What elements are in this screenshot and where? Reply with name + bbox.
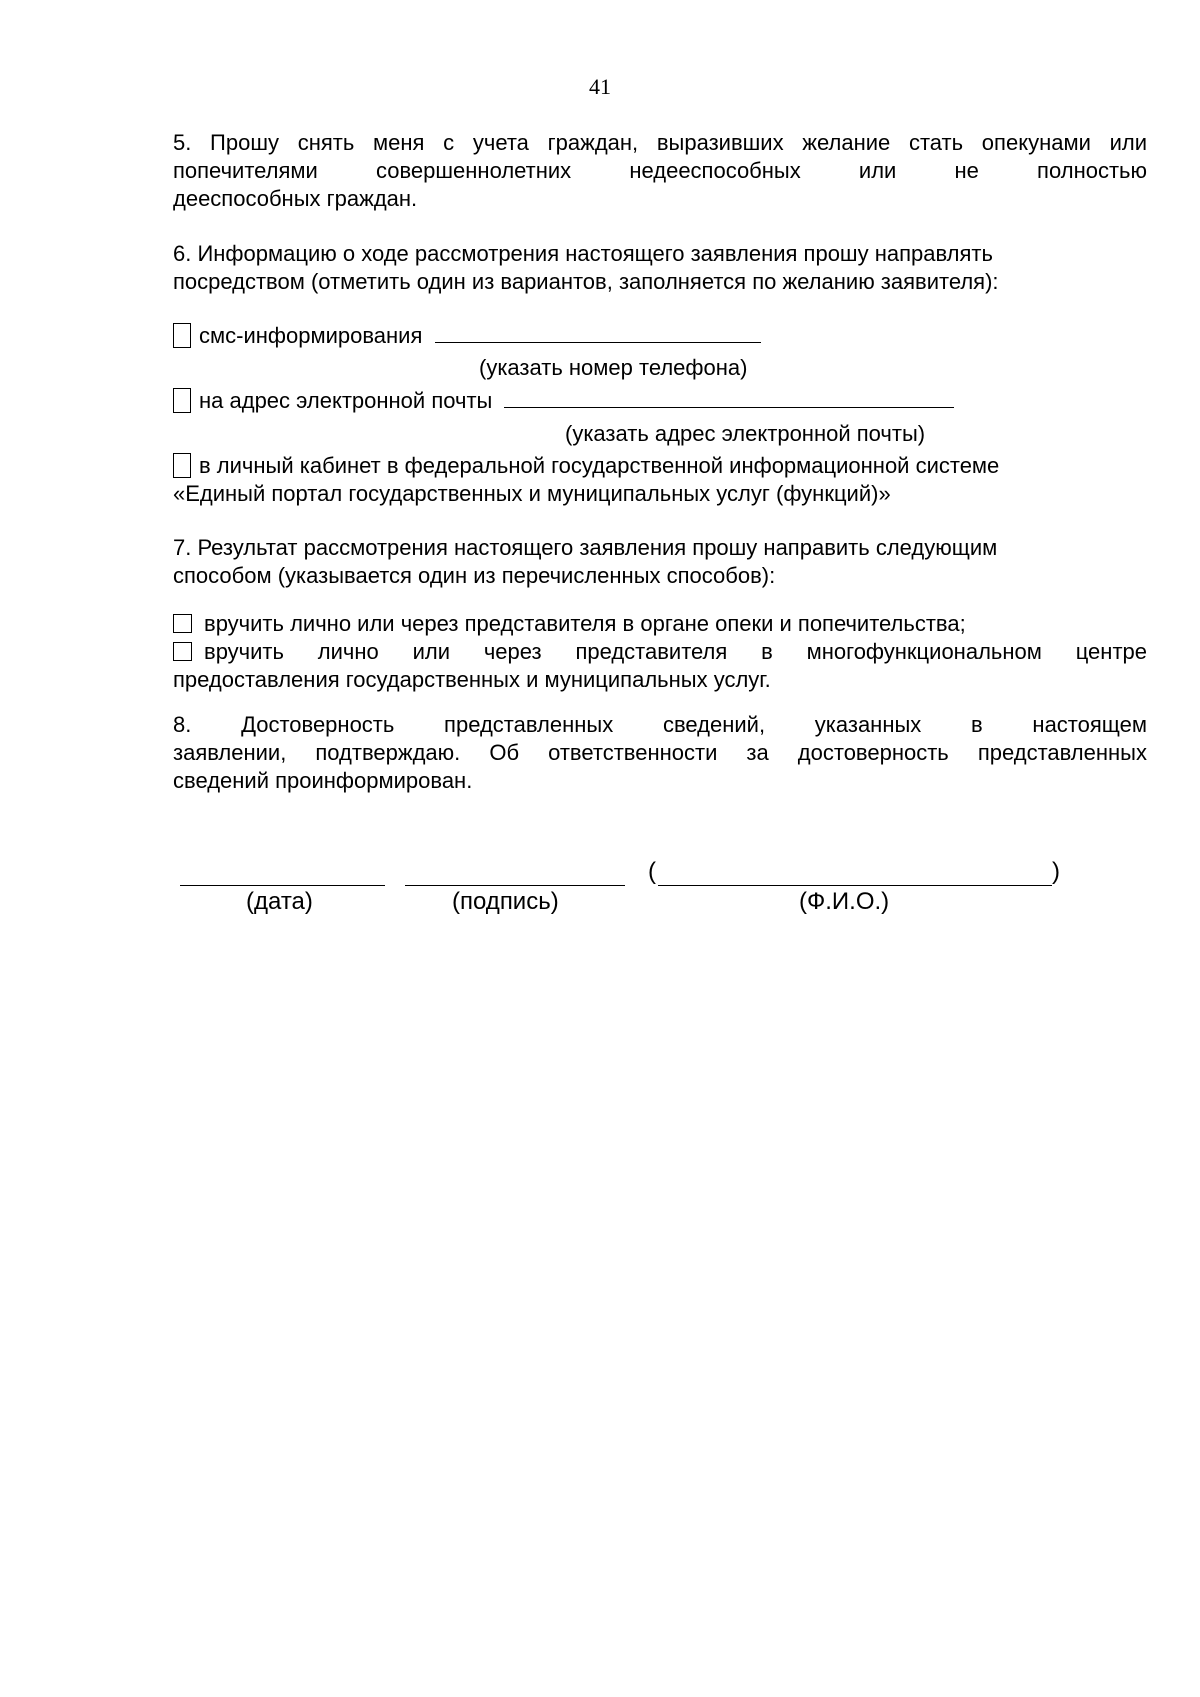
email-checkbox[interactable] — [173, 388, 191, 413]
item-8-paragraph — [173, 711, 1147, 795]
cabinet-label-line-1: в личный кабинет в федеральной государственной информационной системе — [199, 453, 1000, 478]
item-5-line-3: дееспособных граждан. — [173, 186, 418, 211]
item-8-line-1: 8. Достоверность представленных сведений, указанных в настоящем — [173, 712, 1147, 737]
sms-checkbox[interactable] — [173, 323, 191, 348]
item-8-line-3: сведений проинформирован. — [173, 768, 473, 793]
item-5-line-1: 5. Прошу снять меня с учета граждан, выразивших желание стать опекунами или — [173, 130, 1147, 155]
email-address-field[interactable] — [504, 387, 954, 408]
option-sms — [173, 322, 1147, 350]
option-email — [173, 387, 1147, 415]
in-person-opeka-label: вручить лично или через представителя в органе опеки и попечительства; — [204, 611, 966, 636]
signature-label: (подпись) — [452, 888, 559, 915]
date-field[interactable] — [180, 885, 385, 886]
in-person-mfc-label-line-2: предоставления государственных и муниципальных услуг. — [173, 667, 771, 692]
sms-label: смс-информирования — [199, 323, 423, 348]
phone-hint: (указать номер телефона) — [479, 355, 748, 380]
item-8-line-2: заявлении, подтверждаю. Об ответственности за достоверность представленных — [173, 740, 1147, 765]
in-person-mfc-checkbox[interactable] — [173, 642, 192, 661]
option-cabinet — [173, 452, 1147, 508]
date-label: (дата) — [246, 888, 313, 915]
page-number: 41 — [589, 74, 611, 99]
signature-field[interactable] — [405, 885, 625, 886]
phone-number-field[interactable] — [435, 322, 761, 343]
item-6-line-1: 6. Информацию о ходе рассмотрения настоящего заявления прошу направлять — [173, 241, 993, 266]
in-person-mfc-label-line-1: вручить лично или через представителя в многофункциональном центре — [204, 639, 1147, 664]
item-6-paragraph — [173, 240, 1147, 296]
cabinet-label-line-2: «Единый портал государственных и муниципальных услуг (функций)» — [173, 481, 891, 506]
full-name-label: (Ф.И.О.) — [799, 888, 890, 915]
email-label: на адрес электронной почты — [199, 388, 493, 413]
item-5-paragraph — [173, 129, 1147, 213]
email-hint: (указать адрес электронной почты) — [565, 421, 926, 446]
item-5-line-2: попечителями совершеннолетних недееспособных или не полностью — [173, 158, 1147, 183]
full-name-field[interactable] — [658, 885, 1052, 886]
name-paren-open: ( — [648, 858, 656, 885]
item-7-line-2: способом (указывается один из перечисленных способов): — [173, 563, 776, 588]
cabinet-checkbox[interactable] — [173, 453, 191, 478]
name-paren-close: ) — [1052, 858, 1060, 885]
options-7 — [173, 610, 1147, 694]
item-6-line-2: посредством (отметить один из вариантов, заполняется по желанию заявителя): — [173, 269, 999, 294]
item-7-paragraph — [173, 534, 1147, 590]
in-person-opeka-checkbox[interactable] — [173, 614, 192, 633]
item-7-line-1: 7. Результат рассмотрения настоящего заявления прошу направить следующим — [173, 535, 998, 560]
